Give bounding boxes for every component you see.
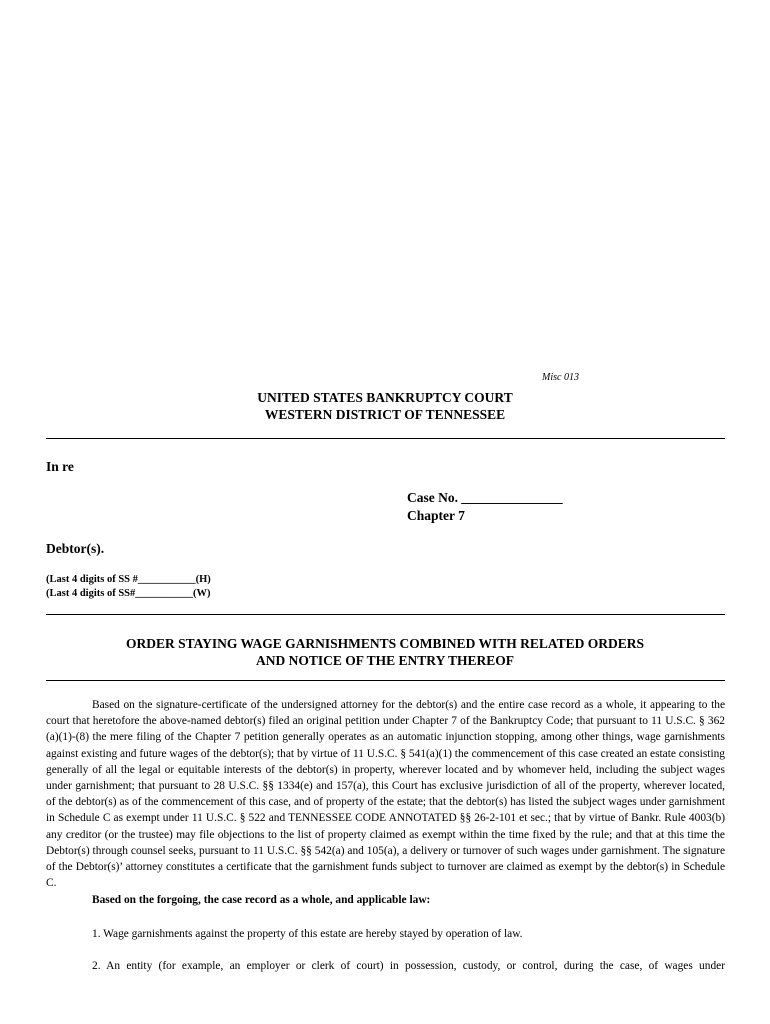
order-body-paragraph: Based on the signature-certificate of the undersigned attorney for the debtor(s) and the entire case record as a whole, it appearing to the court that heretofore the above-named debtor(s) filed an original petition under Chapter 7 of the Bankruptcy Code; that pursuant to 11 U.S.C. § 362 (a)(1)-(8) the mere filing of the Chapter 7 petition generally operates as an automatic injunction stopping, among other things, wage garnishments against existing and future wages of the debtor(s); that by virtue of 11 U.S.C. § 541(a)(1) the commencement of this case created an estate consisting generally of all the legal or equitable interests of the debtor(s) in property, wherever located and by whomever held, including the subject wages under garnishment; that pursuant to 28 U.S.C. §§ 1334(e) and 157(a), this Court has exclusive jurisdiction of all of the property, wherever located, of the debtor(s) as of the commencement of this case, and of property of the estate; that the debtor(s) has listed the subject wages under garnishment in Schedule C as exempt under 11 U.S.C. § 522 and TENNESSEE CODE ANNOTATED §§ 26-2-101 et sec.; that by virtue of Bankr. Rule 4003(b) any creditor (or the trustee) may file objections to the list of property claimed as exempt within the time fixed by the rule; and that at this time the Debtor(s) through counsel seeks, pursuant to 11 U.S.C. §§ 542(a) and 105(a), a delivery or turnover of such wages under garnishment. The signature of the Debtor(s)’ attorney constitutes a certificate that the garnishment funds subject to turnover are claimed as exempt by the debtor(s) in Schedule C. (46, 699, 725, 890)
court-name: UNITED STATES BANKRUPTCY COURT (257, 390, 513, 405)
divider-caption (46, 614, 725, 615)
court-district: WESTERN DISTRICT OF TENNESSEE (264, 407, 506, 422)
order-subtitle: AND NOTICE OF THE ENTRY THEREOF (256, 653, 514, 668)
order-lead-in: Based on the forgoing, the case record as a whole, and applicable law: (92, 894, 431, 906)
divider-top (46, 438, 725, 439)
ss-wife-field: (Last 4 digits of SS#___________(W) (46, 588, 211, 599)
order-item-2: 2. An entity (for example, an employer or clerk of court) in possession, custody, or control, during the case, of wages under (92, 960, 725, 972)
order-item-1: 1. Wage garnishments against the property of this estate are hereby stayed by operation of law. (92, 928, 523, 940)
order-title: ORDER STAYING WAGE GARNISHMENTS COMBINED WITH RELATED ORDERS (126, 636, 644, 651)
ss-husband-field: (Last 4 digits of SS #___________(H) (46, 574, 211, 585)
chapter-label: Chapter 7 (407, 508, 465, 523)
form-number: Misc 013 (542, 372, 579, 383)
in-re-label: In re (46, 459, 74, 474)
debtors-label: Debtor(s). (46, 541, 105, 556)
divider-title (46, 680, 725, 681)
case-number-field: Case No. _______________ (407, 490, 563, 505)
